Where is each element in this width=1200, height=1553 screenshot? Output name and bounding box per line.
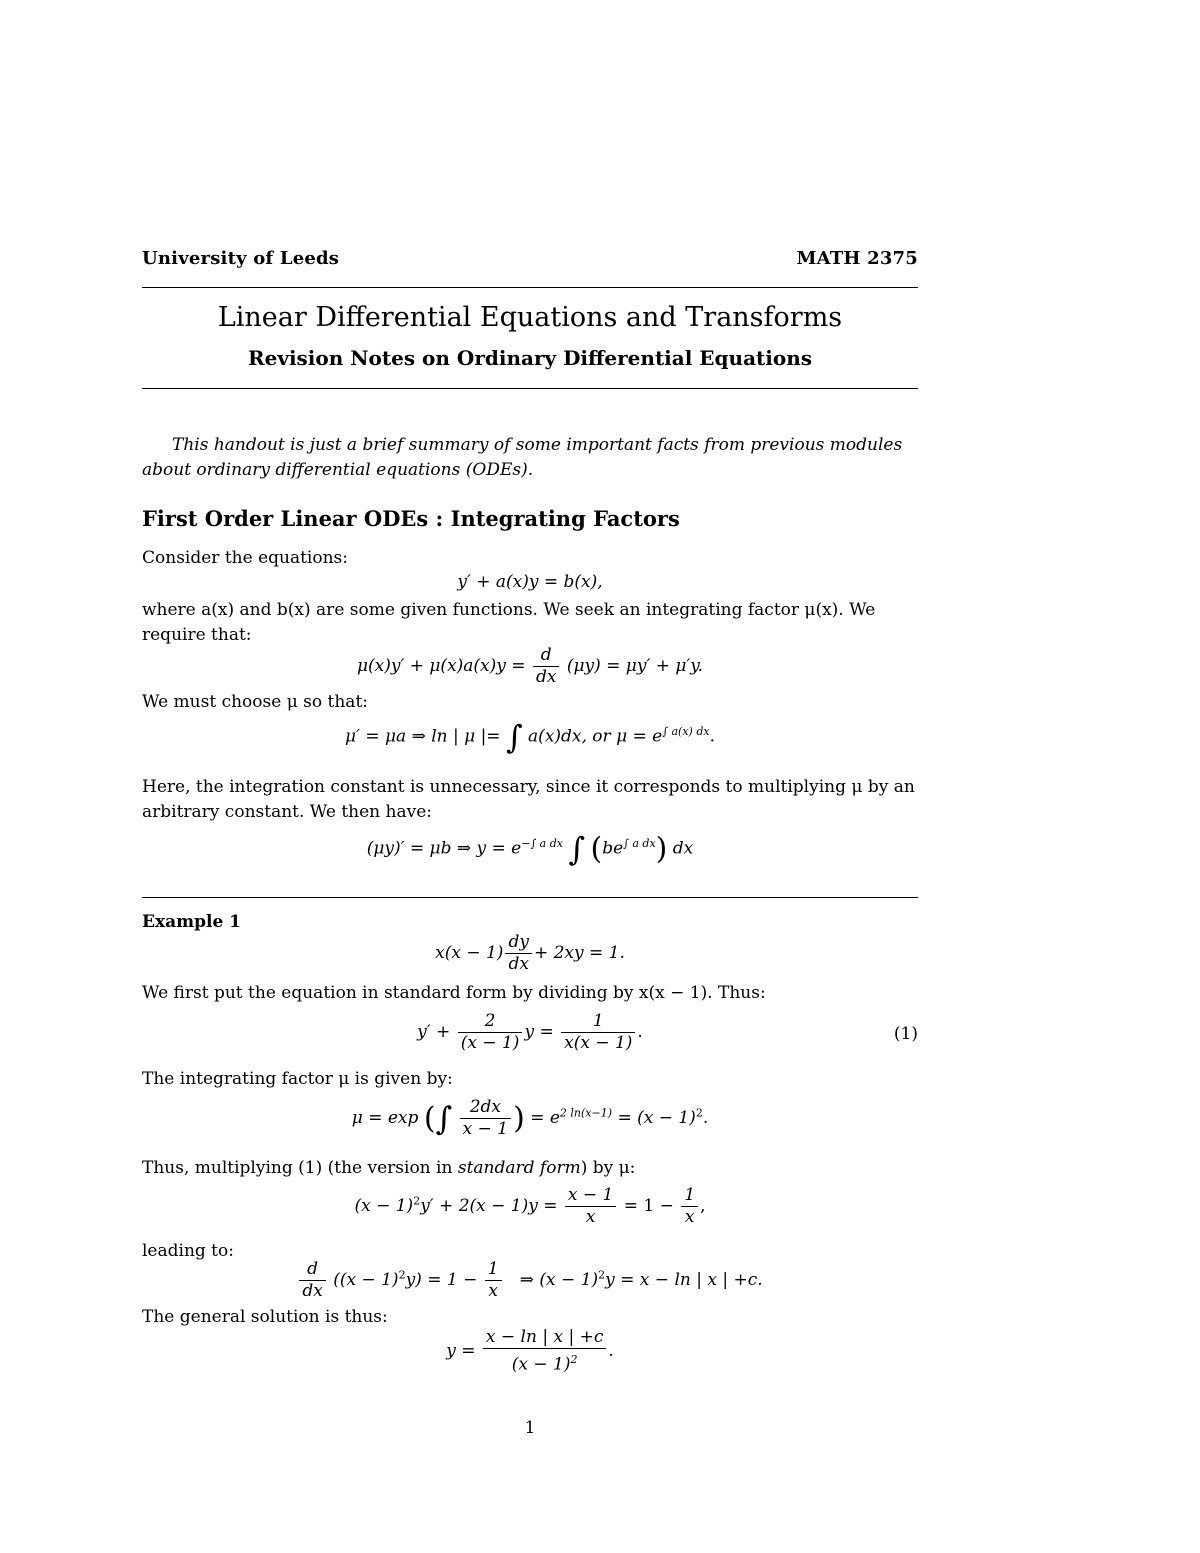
denominator: x [585, 1207, 596, 1227]
section-rule [142, 897, 918, 898]
denominator: dx [302, 1281, 323, 1301]
intro-line: This handout is just a brief summary of some important facts from previous modules [172, 435, 903, 455]
intro-paragraph [142, 433, 918, 483]
eq-term: ((x − 1) [333, 1270, 399, 1290]
fraction [561, 1011, 635, 1054]
text-line: Here, the integration constant is unnecessary, since it corresponds to multiplying μ by an [142, 777, 915, 797]
text-run: ) by μ: [580, 1158, 636, 1178]
denominator: x [488, 1281, 498, 1301]
integral-icon: ∫ [435, 1099, 453, 1138]
eq-term: μ(x)y′ + μ(x)a(x)y = [356, 656, 526, 676]
exponent: 2 [695, 1106, 703, 1120]
numerator: x − ln | x | +c [483, 1327, 606, 1349]
denominator: dx [508, 954, 529, 974]
equation-product-rule [142, 645, 918, 688]
denominator: dx [535, 667, 557, 687]
intro-line: about ordinary differential equations (ODEs). [142, 460, 534, 480]
example-heading: Example 1 [142, 912, 242, 932]
exponent: 2 [398, 1268, 406, 1282]
eq-term: y′ + 2(x − 1)y = [420, 1196, 558, 1216]
right-paren-icon: ) [513, 1101, 525, 1136]
denominator: (x − 1) [460, 1033, 520, 1053]
equation-mu: μ′ = μa ⇒ ln | μ |= ∫ a(x)dx, or $\mu = e^{\int a(x) dx}$. [345, 718, 715, 756]
eq-term: a(x)dx, or μ = e [528, 726, 663, 747]
eq-term: x(x − 1) [435, 943, 504, 963]
denominator: x [684, 1207, 695, 1227]
integral-icon: ∫ [568, 830, 586, 868]
numerator: dy [505, 932, 532, 954]
title-rule [142, 388, 918, 389]
integral-icon: ∫ [505, 718, 523, 756]
denominator [483, 1349, 606, 1376]
eq-term: y) = 1 − [405, 1270, 478, 1290]
numerator: x − 1 [565, 1185, 616, 1207]
example-equation [142, 932, 918, 975]
section-heading: First Order Linear ODEs : Integrating Factors [142, 506, 680, 531]
equation-standard-form: y′ + $\frac{2}{(x - 1)}$ y = $\frac{1}{x(x - 1)}$ . [417, 1011, 643, 1053]
integrating-factor-text: The integrating factor μ is given by: [142, 1069, 453, 1089]
numerator: 1 [561, 1011, 635, 1033]
numerator: 2dx [460, 1097, 511, 1119]
must-choose-text: We must choose μ so that: [142, 692, 368, 712]
eq-term: = (x − 1) [617, 1108, 696, 1128]
derivative-fraction [505, 932, 532, 975]
equation-mu-example: μ = exp (∫ $\frac{2dx}{x - 1}$ ) = $e^{2 ln(x-1)} = (x - 1)^2$. [351, 1097, 709, 1139]
eq-term: (x − 1) [354, 1196, 414, 1216]
eq-term: y′ + [417, 1022, 451, 1042]
exponent: ∫ a dx [623, 836, 656, 850]
right-paren-icon: ) [655, 831, 668, 867]
numerator: 1 [485, 1259, 502, 1281]
text-run-italic: standard form [457, 1158, 581, 1178]
eq-term: y = [524, 1022, 554, 1042]
fraction [485, 1259, 502, 1302]
eq-term: μ′ = μa ⇒ ln | μ |= [345, 726, 501, 747]
fraction [681, 1185, 698, 1228]
eq-term: dx [672, 838, 694, 859]
eq-term: y = x − ln | x | +c. [605, 1270, 763, 1290]
numerator: 1 [681, 1185, 698, 1207]
denominator: x(x − 1) [564, 1033, 633, 1053]
eq-term: be [602, 838, 624, 859]
fraction [460, 1097, 511, 1140]
eq-term: + 2xy = 1. [533, 943, 625, 963]
equation-ode: y′ + a(x)y = b(x), [457, 572, 603, 592]
eq-term: ⇒ (x − 1) [519, 1270, 599, 1290]
text-line: where a(x) and b(x) are some given functions. We seek an integrating factor μ(x). We [142, 600, 876, 620]
eq-term: = e [530, 1108, 560, 1128]
fraction [483, 1327, 606, 1376]
fraction [565, 1185, 616, 1228]
derivative-fraction [533, 645, 559, 688]
left-paren-icon: ( [423, 1101, 436, 1136]
thus-multiplying-text [142, 1156, 918, 1181]
page-number: 1 [524, 1418, 536, 1438]
leading-to-text: leading to: [142, 1241, 234, 1261]
equation-integrated [142, 1259, 918, 1302]
exponent: 2 ln(x−1) [559, 1106, 613, 1120]
page-subtitle: Revision Notes on Ordinary Differential Equations [247, 346, 813, 370]
text-run: Thus, multiplying (1) (the version in [142, 1158, 453, 1178]
equation-solution-general [142, 830, 918, 868]
derivative-fraction [299, 1259, 325, 1302]
exponent: 2 [570, 1353, 578, 1366]
eq-term: (μy) = μy′ + μ′y. [566, 656, 704, 676]
eq-term: = 1 − [623, 1196, 674, 1216]
numerator: d [299, 1259, 325, 1281]
denominator-term: (x − 1) [511, 1354, 571, 1375]
exponent: 2 [598, 1268, 606, 1282]
header-course-code: MATH 2375 [796, 248, 918, 269]
exponent: 2 [413, 1194, 421, 1208]
fraction [458, 1011, 523, 1054]
equation-number: (1) [893, 1024, 918, 1044]
numerator: d [533, 645, 559, 667]
header-university: University of Leeds [142, 248, 340, 269]
eq-term: μ = exp [351, 1108, 419, 1128]
exponent: ∫ a(x) dx [662, 724, 710, 738]
equation-multiplied: $(x - 1)^2y' + 2(x - 1)y$ = $\frac{x - 1}{x}$ = 1 − $\frac{1}{x}$ , [354, 1185, 706, 1227]
page-title: Linear Differential Equations and Transforms [217, 302, 843, 333]
numerator: 2 [458, 1011, 523, 1033]
left-paren-icon: ( [590, 831, 603, 867]
text-line: require that: [142, 625, 252, 645]
standard-form-text: We first put the equation in standard form by dividing by x(x − 1). Thus: [142, 983, 766, 1003]
top-rule [142, 287, 918, 288]
consider-text: Consider the equations: [142, 548, 349, 568]
here-paragraph [142, 775, 918, 825]
eq-term: y = [446, 1340, 476, 1361]
text-line: arbitrary constant. We then have: [142, 802, 433, 822]
general-solution-text: The general solution is thus: [142, 1307, 388, 1327]
where-paragraph [142, 598, 918, 648]
eq-term: (μy)′ = μb ⇒ y = e [366, 838, 522, 859]
exponent: −∫ a dx [521, 836, 563, 850]
equation-general-solution: y = $\frac{x - \ln | x | +c}{(x - 1)^2}$ . [446, 1327, 614, 1375]
denominator: x − 1 [462, 1119, 509, 1139]
